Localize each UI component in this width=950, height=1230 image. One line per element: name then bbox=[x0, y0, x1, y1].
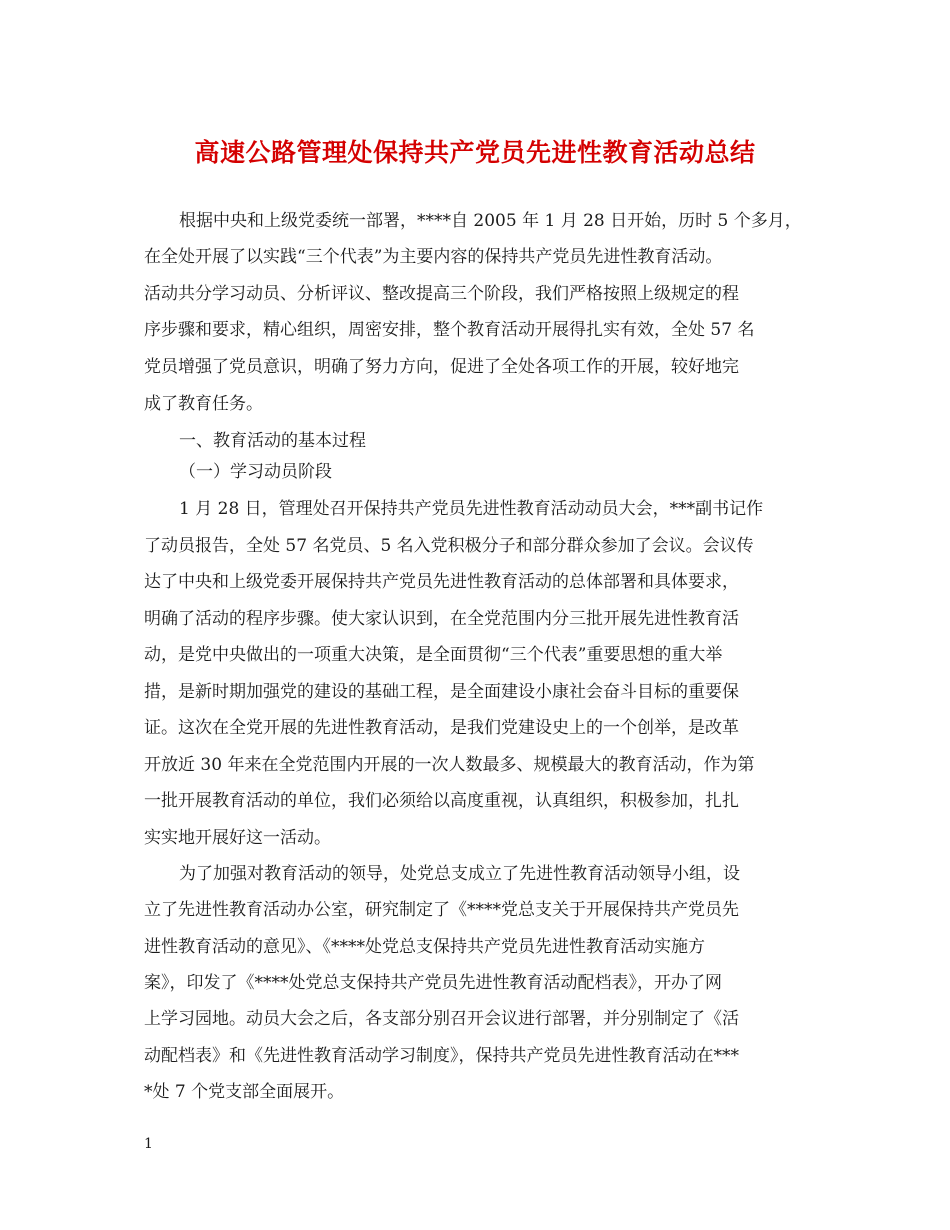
paragraph-line: 成了教育任务。 bbox=[144, 394, 263, 414]
section-heading: 一、教育活动的基本过程 bbox=[179, 431, 366, 451]
paragraph-line: 动配档表》和《先进性教育活动学习制度》，保持共产党员先进性教育活动在*** bbox=[144, 1046, 739, 1066]
paragraph-line: 活动共分学习动员、分析评议、整改提高三个阶段，我们严格按照上级规定的程 bbox=[144, 284, 739, 304]
paragraph-line: 在全处开展了以实践“三个代表”为主要内容的保持共产党员先进性教育活动。 bbox=[144, 247, 723, 267]
paragraph-line: 根据中央和上级党委统一部署，****自 2005 年 1 月 28 日开始，历时 5 个多月， bbox=[179, 211, 802, 231]
paragraph-line: 措，是新时期加强党的建设的基础工程，是全面建设小康社会奋斗目标的重要保 bbox=[144, 682, 739, 702]
paragraph-line: 明确了活动的程序步骤。使大家认识到，在全党范围内分三批开展先进性教育活 bbox=[144, 609, 739, 629]
paragraph-line: 党员增强了党员意识，明确了努力方向，促进了全处各项工作的开展，较好地完 bbox=[144, 357, 739, 377]
paragraph-line: 一批开展教育活动的单位，我们必须给以高度重视，认真组织，积极参加，扎扎 bbox=[144, 791, 739, 811]
paragraph-line: 1 月 28 日，管理处召开保持共产党员先进性教育活动动员大会，***副书记作 bbox=[179, 499, 764, 519]
paragraph-line: 达了中央和上级党委开展保持共产党员先进性教育活动的总体部署和具体要求， bbox=[144, 572, 739, 592]
paragraph-line: 案》，印发了《****处党总支保持共产党员先进性教育活动配档表》，开办了网 bbox=[144, 973, 722, 993]
document-title: 高速公路管理处保持共产党员先进性教育活动总结 bbox=[194, 138, 756, 167]
paragraph-line: 动，是党中央做出的一项重大决策，是全面贯彻“三个代表”重要思想的重大举 bbox=[144, 645, 723, 665]
paragraph-line: 开放近 30 年来在全党范围内开展的一次人数最多、规模最大的教育活动，作为第 bbox=[144, 755, 755, 775]
paragraph-line: 进性教育活动的意见》、《****处党总支保持共产党员先进性教育活动实施方 bbox=[144, 937, 705, 957]
paragraph-line: 实实地开展好这一活动。 bbox=[144, 828, 331, 848]
paragraph-line: 序步骤和要求，精心组织，周密安排，整个教育活动开展得扎实有效，全处 57 名 bbox=[144, 320, 755, 340]
paragraph-line: 证。这次在全党开展的先进性教育活动，是我们党建设史上的一个创举，是改革 bbox=[144, 718, 739, 738]
paragraph-line: 立了先进性教育活动办公室，研究制定了《****党总支关于开展保持共产党员先 bbox=[144, 900, 739, 920]
paragraph-line: 了动员报告，全处 57 名党员、5 名入党积极分子和部分群众参加了会议。会议传 bbox=[144, 536, 754, 556]
paragraph-line: 上学习园地。动员大会之后，各支部分别召开会议进行部署，并分别制定了《活 bbox=[144, 1009, 739, 1029]
paragraph-line: *处 7 个党支部全面展开。 bbox=[144, 1082, 345, 1102]
page-number: 1 bbox=[144, 1136, 153, 1152]
paragraph-line: 为了加强对教育活动的领导，处党总支成立了先进性教育活动领导小组，设 bbox=[179, 864, 740, 884]
subsection-heading: （一）学习动员阶段 bbox=[179, 462, 332, 482]
